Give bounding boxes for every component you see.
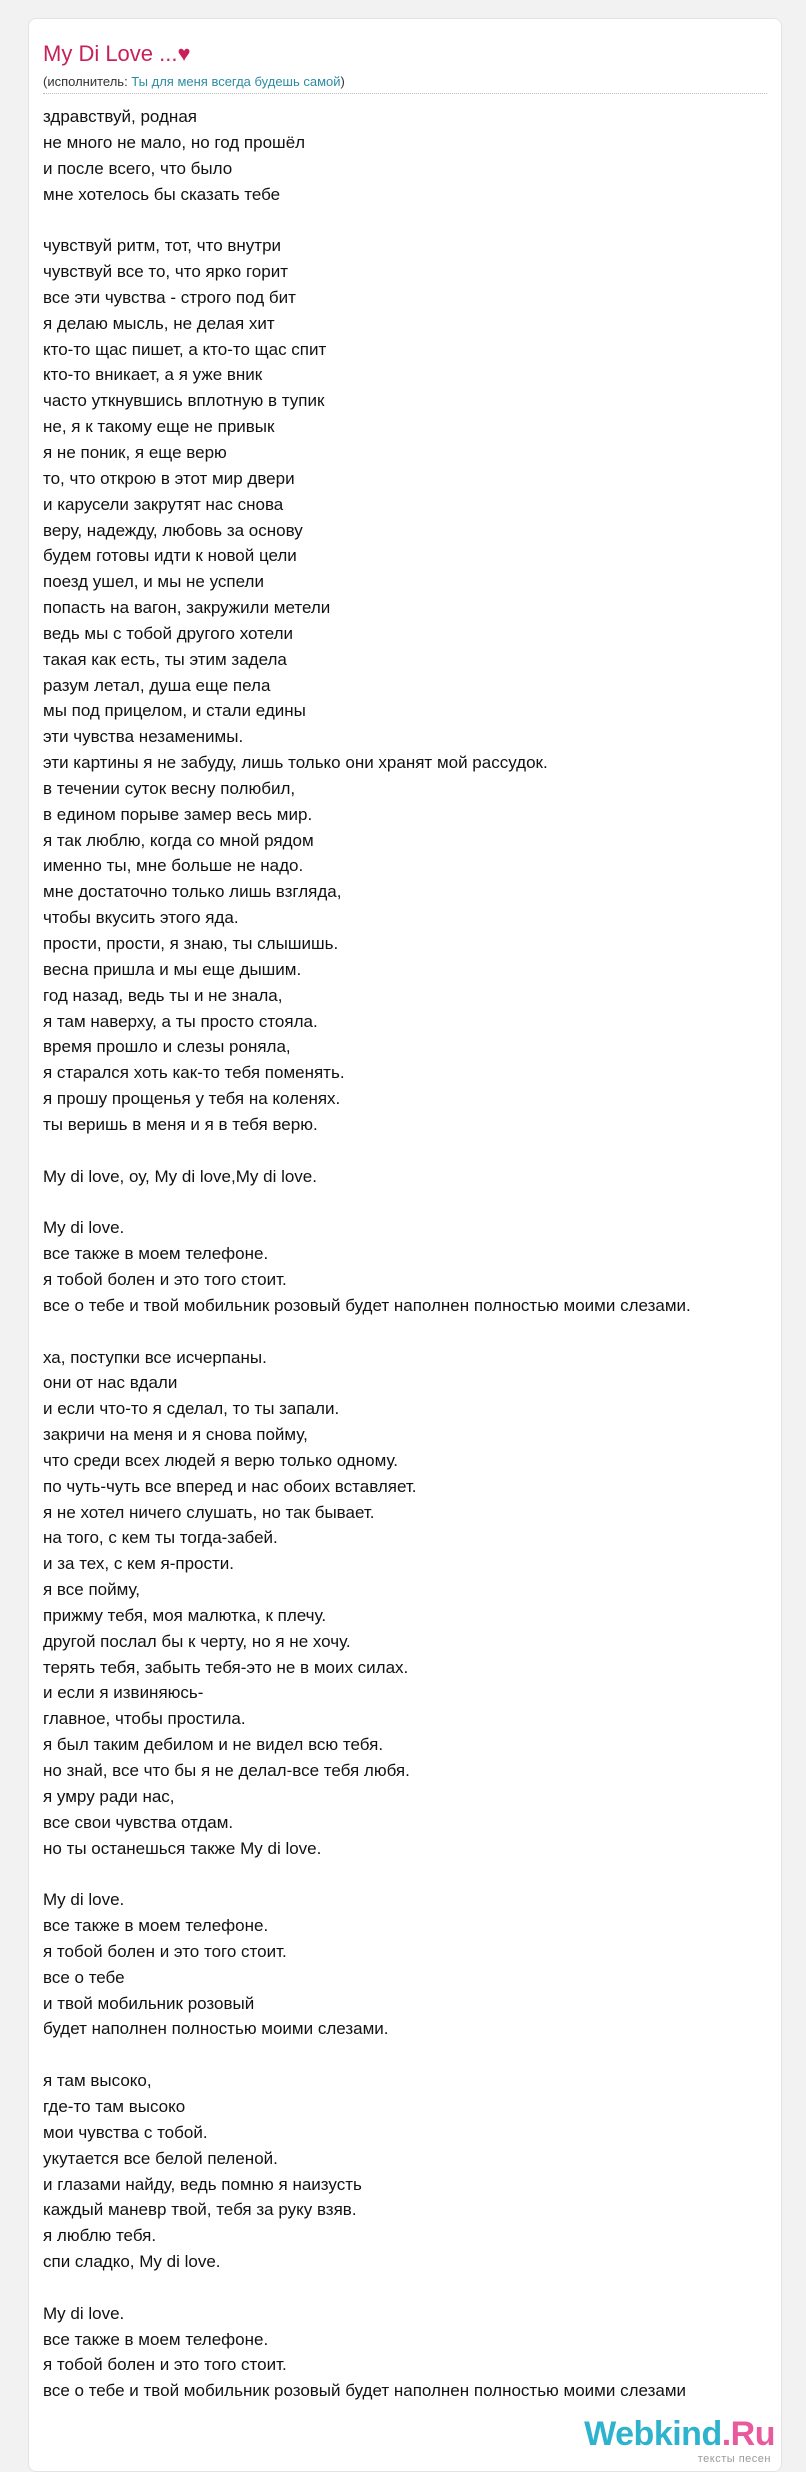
lyrics-line: я умру ради нас, [43,1786,175,1806]
lyrics-line: эти чувства незаменимы. [43,727,244,747]
lyrics-line: но знай, все что бы я не делал-все тебя любя. [43,1761,410,1780]
lyrics-line: прижму тебя, моя малютка, к плечу. [43,1605,327,1625]
artist-suffix: ) [340,74,345,89]
lyrics-line: все также в моем телефоне. [43,1916,269,1936]
lyrics-line: все также в моем телефоне. [43,1244,269,1264]
webkind-logo [563,2415,775,2465]
lyrics-line: год назад, ведь ты и не знала, [43,985,283,1005]
lyrics-line: именно ты, мне больше не надо. [43,856,304,876]
lyrics-line: я тобой болен и это того стоит. [43,1941,287,1961]
lyrics-line: разум летал, душа еще пела [43,675,271,695]
lyrics-line: я старался хоть как-то тебя поменять. [43,1063,345,1083]
lyrics-line: ты веришь в меня и я в тебя верю. [43,1114,318,1134]
lyrics-line: поезд ушел, и мы не успели [43,572,264,592]
lyrics-line: и за тех, с кем я-прости. [43,1554,235,1574]
lyrics-blank-line [43,2275,691,2301]
lyrics-line: на того, с кем ты тогда-забей. [43,1528,278,1548]
lyrics-line: все о тебе [43,1967,125,1987]
lyrics-line: все эти чувства - строго под бит [43,287,296,307]
lyrics-line: я там наверху, а ты просто стояла. [43,1011,318,1031]
lyrics-line: My di love, оу, My di love,My di love. [43,1166,317,1186]
artist-line [43,74,345,89]
lyrics-line: то, что открою в этот мир двери [43,468,295,488]
lyrics-line: я люблю тебя. [43,2226,157,2246]
lyrics-line: главное, чтобы простила. [43,1709,246,1729]
lyrics-line: мне хотелось бы сказать тебе [43,184,281,204]
lyrics-blank-line [43,1189,691,1215]
lyrics-line: и если я извиняюсь- [43,1683,204,1703]
lyrics-line: я тобой болен и это того стоит. [43,2355,287,2375]
lyrics-line: эти картины я не забуду, лишь только они хранят мой рассудок. [43,753,548,773]
lyrics-blank-line [43,207,691,233]
header-divider [43,93,767,94]
lyrics-line: я был таким дебилом и не видел всю тебя. [43,1735,384,1755]
lyrics-blank-line [43,1138,691,1164]
lyrics-line: кто-то щас пишет, а кто-то щас спит [43,339,327,359]
lyrics-line: закричи на меня и я снова пойму, [43,1425,308,1445]
lyrics-line: и глазами найду, ведь помню я наизусть [43,2174,362,2194]
lyrics-line: все также в моем телефоне. [43,2329,269,2349]
lyrics-line: терять тебя, забыть тебя-это не в моих силах. [43,1657,409,1677]
lyrics-line: чувствуй ритм, тот, что внутри [43,236,282,256]
song-title: My Di Love ...♥ [43,41,191,66]
artist-prefix: (исполнитель: [43,74,132,89]
lyrics-line: другой послал бы к черту, но я не хочу. [43,1631,351,1651]
lyrics-line: My di love. [43,2303,125,2323]
lyrics-line: ха, поступки все исчерпаны. [43,1347,267,1367]
lyrics-line: все о тебе и твой мобильник розовый будет наполнен полностью моими слезами. [43,1295,691,1315]
lyrics-line: и карусели закрутят нас снова [43,494,284,514]
logo-word-main: Webkind [584,2415,722,2453]
lyrics-line: и твой мобильник розовый [43,1993,255,2013]
lyrics-line: в едином порыве замер весь мир. [43,804,313,824]
lyrics-line: будет наполнен полностью моими слезами. [43,2019,389,2039]
lyrics-line: я там высоко, [43,2071,152,2091]
logo-tagline: тексты песен [697,2453,771,2465]
artist-link[interactable]: Ты для меня всегда будешь самой [131,74,341,89]
lyrics-line: я так люблю, когда со мной рядом [43,830,314,850]
lyrics-line: такая как есть, ты этим задела [43,649,287,669]
lyrics-line: My di love. [43,1218,125,1238]
lyrics-line: я не поник, я еще верю [43,442,227,462]
lyrics-line: в течении суток весну полюбил, [43,778,296,798]
logo-wordmark [584,2415,775,2454]
lyrics-line: и после всего, что было [43,158,233,178]
lyrics-line: все свои чувства отдам. [43,1812,234,1832]
lyrics-line: но ты останешься также My di love. [43,1838,322,1858]
lyrics-line: я делаю мысль, не делая хит [43,313,275,333]
lyrics-line: спи сладко, My di love. [43,2252,221,2272]
lyrics-line: я тобой болен и это того стоит. [43,1269,287,1289]
lyrics-line: чувствуй все то, что ярко горит [43,262,288,282]
lyrics-line: попасть на вагон, закружили метели [43,598,331,618]
lyrics-line: прости, прости, я знаю, ты слышишь. [43,934,339,953]
lyrics-line: чтобы вкусить этого яда. [43,908,239,928]
lyrics-blank-line [43,1319,691,1345]
lyrics-line: ведь мы с тобой другого хотели [43,623,293,643]
lyrics-line: мне достаточно только лишь взгляда, [43,882,342,902]
lyrics-line: My di love. [43,1890,125,1910]
lyrics-line: и если что-то я сделал, то ты запали. [43,1399,340,1419]
lyrics-line: будем готовы идти к новой цели [43,546,297,566]
lyrics-blank-line [43,2042,691,2068]
song-card [28,18,782,2472]
lyrics-line: весна пришла и мы еще дышим. [43,959,302,979]
lyrics-line: укутается все белой пеленой. [43,2148,278,2168]
lyrics-line: что среди всех людей я верю только одному. [43,1450,398,1470]
logo-word-suffix: .Ru [721,2415,775,2453]
lyrics-blank-line [43,1861,691,1887]
lyrics-line: я не хотел ничего слушать, но так бывает. [43,1502,375,1522]
lyrics-line: кто-то вникает, а я уже вник [43,365,263,385]
lyrics-line: мы под прицелом, и стали едины [43,701,306,721]
lyrics-line: веру, надежду, любовь за основу [43,520,303,540]
lyrics-line: здравствуй, родная [43,107,197,126]
lyrics-line: не много не мало, но год прошёл [43,132,306,152]
lyrics-line: время прошло и слезы роняла, [43,1037,291,1057]
lyrics-line: я все пойму, [43,1580,141,1600]
lyrics-line: мои чувства с тобой. [43,2122,208,2142]
lyrics-line: не, я к такому еще не привык [43,417,275,437]
lyrics-line: часто уткнувшись вплотную в тупик [43,391,325,411]
lyrics-line: где-то там высоко [43,2096,186,2116]
lyrics-body [43,104,691,2404]
lyrics-line: каждый маневр твой, тебя за руку взяв. [43,2200,357,2220]
lyrics-line: по чуть-чуть все вперед и нас обоих вставляет. [43,1476,417,1496]
lyrics-line: они от нас вдали [43,1373,178,1393]
lyrics-line: я прошу прощенья у тебя на коленях. [43,1089,341,1109]
lyrics-line: все о тебе и твой мобильник розовый будет наполнен полностью моими слезами [43,2381,687,2401]
